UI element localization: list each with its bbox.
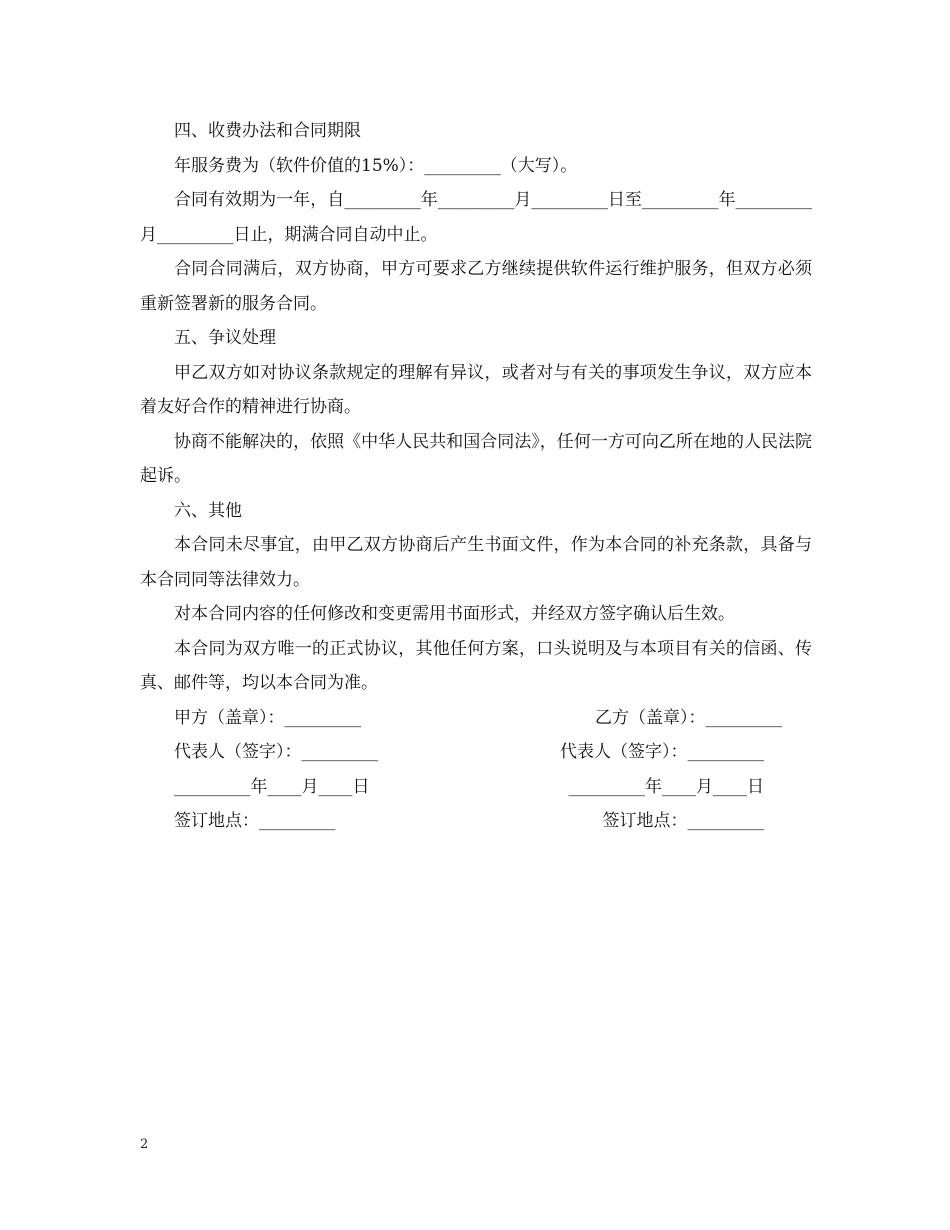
contract-renewal-paragraph: 合同合同满后，双方协商，甲方可要求乙方继续提供软件运行维护服务，但双方必须重新签署新的服务合同。	[140, 259, 812, 314]
signature-row-place	[140, 804, 812, 839]
party-b-place-line: 签订地点：_________	[602, 811, 764, 831]
signature-row-seal	[140, 701, 812, 736]
signature-row-representative	[140, 735, 812, 770]
party-b-date-line: _________年____月____日	[568, 776, 764, 797]
dispute-negotiation-paragraph: 甲乙双方如对协议条款规定的理解有异议，或者对与有关的事项发生争议，双方应本着友好合作的精神进行协商。	[140, 362, 812, 417]
entire-agreement-paragraph: 本合同为双方唯一的正式协议，其他任何方案，口头说明及与本项目有关的信函、传真、邮件等，均以本合同为准。	[140, 638, 812, 693]
party-a-representative-line: 代表人（签字）：_________	[174, 742, 378, 762]
document-body	[140, 114, 812, 839]
party-b-seal-line: 乙方（盖章）：_________	[595, 707, 782, 728]
section-heading-other: 六、其他	[174, 500, 242, 521]
party-a-place-line: 签订地点：_________	[174, 811, 336, 831]
party-b-representative-line: 代表人（签字）：_________	[560, 742, 764, 762]
dispute-litigation-paragraph: 协商不能解决的，依照《中华人民共和国合同法》，任何一方可向乙所在地的人民法院起诉。	[140, 431, 812, 486]
section-heading-disputes: 五、争议处理	[174, 328, 276, 348]
party-a-date-line: _________年____月____日	[174, 776, 370, 797]
section-heading-fees: 四、收费办法和合同期限	[174, 121, 361, 141]
party-a-seal-line: 甲方（盖章）：_________	[174, 707, 361, 728]
contract-validity-paragraph: 合同有效期为一年，自_________年_________月_________日至_________年_________月_________日止，期满合同自动中止。	[140, 190, 812, 245]
supplementary-terms-paragraph: 本合同未尽事宜，由甲乙双方协商后产生书面文件，作为本合同的补充条款，具备与本合同同等法律效力。	[140, 535, 812, 590]
page-number: 2	[140, 1137, 149, 1152]
annual-service-fee-paragraph: 年服务费为（软件价值的15%）：_________（大写）。	[174, 155, 578, 176]
signature-row-date	[140, 770, 812, 805]
amendment-paragraph: 对本合同内容的任何修改和变更需用书面形式，并经双方签字确认后生效。	[174, 604, 735, 624]
